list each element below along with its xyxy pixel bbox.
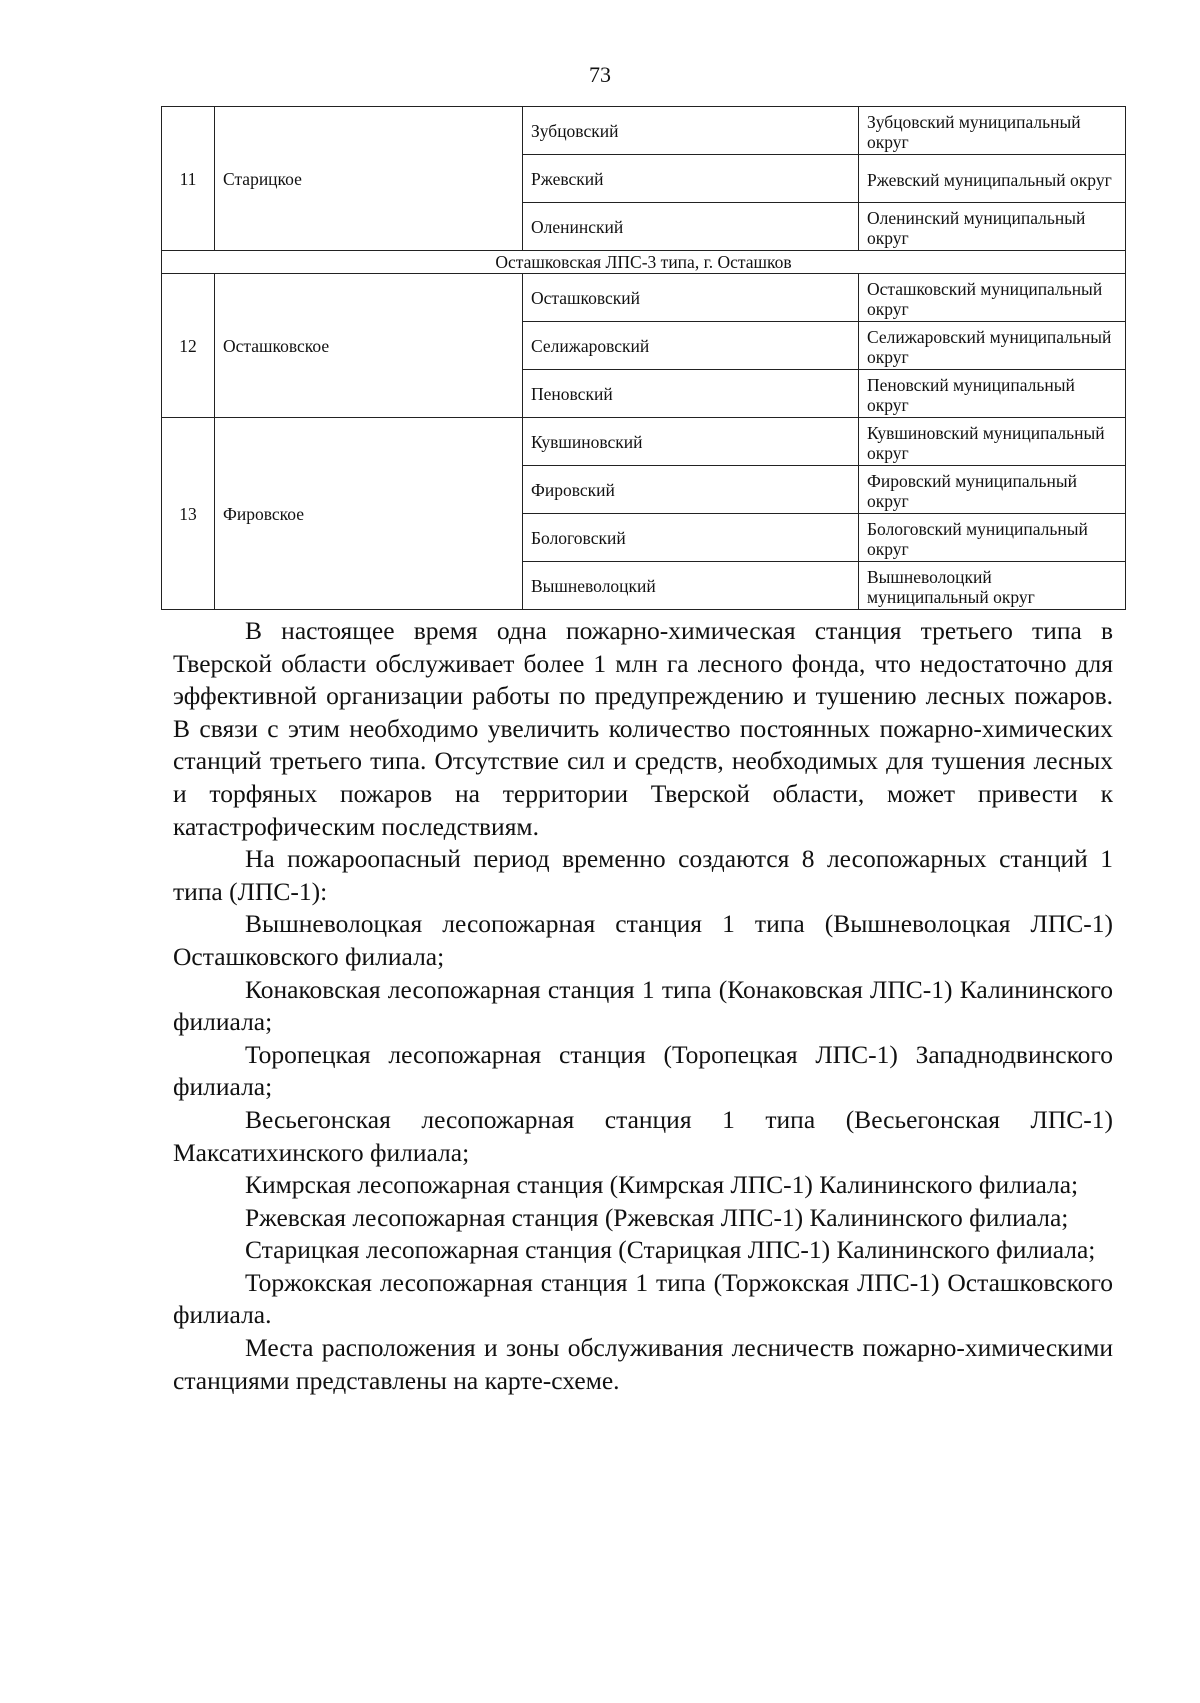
station-item: Весьегонская лесопожарная станция 1 типа (Весьегонская ЛПС-1) Максатихинского филиала; [173, 1104, 1113, 1167]
station-item: Старицкая лесопожарная станция (Старицкая ЛПС-1) Калининского филиала; [245, 1235, 1096, 1265]
district-cell: Кувшиновский [523, 418, 859, 466]
station-item: Кимрская лесопожарная станция (Кимрская ЛПС-1) Калининского филиала; [245, 1170, 1079, 1200]
service-area-cell: Ржевский муниципальный округ [859, 155, 1126, 203]
service-area-cell: Бологовский муниципальный округ [859, 514, 1126, 562]
district-cell: Ржевский [523, 155, 859, 203]
district-cell: Осташковский [523, 274, 859, 322]
district-cell: Вышневолоцкий [523, 562, 859, 610]
forestry-name-cell: Осташковское [215, 274, 523, 418]
service-area-cell: Фировский муниципальный округ [859, 466, 1126, 514]
district-cell: Бологовский [523, 514, 859, 562]
table-row [162, 418, 1126, 466]
forestry-number-cell: 12 [162, 274, 215, 418]
station-item: Ржевская лесопожарная станция (Ржевская ЛПС-1) Калининского филиала; [245, 1202, 1069, 1232]
table-row [162, 274, 1126, 322]
page-number: 73 [589, 62, 611, 87]
station-section-header: Осташковская ЛПС-3 типа, г. Осташков [162, 251, 1126, 274]
station-item: Торжокская лесопожарная станция 1 типа (Торжокская ЛПС-1) Осташковского филиала. [173, 1267, 1113, 1330]
forestry-number-cell: 13 [162, 418, 215, 610]
forestry-stations-table [161, 106, 1126, 610]
district-cell: Оленинский [523, 203, 859, 251]
forestry-number-cell: 11 [162, 107, 215, 251]
forestry-name-cell: Старицкое [215, 107, 523, 251]
district-cell: Пеновский [523, 370, 859, 418]
station-item: Конаковская лесопожарная станция 1 типа (Конаковская ЛПС-1) Калининского филиала; [173, 974, 1113, 1037]
paragraph-map-note: Места расположения и зоны обслуживания лесничеств пожарно-химическими станциями представлены на карте-схеме. [173, 1333, 1113, 1395]
service-area-cell: Селижаровский муниципальный округ [859, 322, 1126, 370]
service-area-cell: Пеновский муниципальный округ [859, 370, 1126, 418]
station-item: Вышневолоцкая лесопожарная станция 1 типа (Вышневолоцкая ЛПС-1) Осташковского филиала; [173, 909, 1113, 971]
paragraph-intro: В настоящее время одна пожарно-химическая станция третьего типа в Тверской области обслуживает более 1 млн га лесного фонда, что недостаточно для эффективной организации работы по предупреждению и тушению лесных пожаров. В связи с этим необходимо увеличить количество постоянных пожарно-химических станций третьего типа. Отсутствие сил и средств, необходимых для тушения лесных и торфяных пожаров на территории Тверской области, может привести к катастрофическим последствиям. [173, 616, 1113, 841]
service-area-cell: Вышневолоцкий муниципальный округ [859, 562, 1126, 610]
service-area-cell: Осташковский муниципальный округ [859, 274, 1126, 322]
paragraph-temporary-stations: На пожароопасный период временно создаются 8 лесопожарных станций 1 типа (ЛПС-1): [173, 844, 1113, 906]
service-area-cell: Оленинский муниципальный округ [859, 203, 1126, 251]
service-area-cell: Зубцовский муниципальный округ [859, 107, 1126, 155]
table-section-row [162, 251, 1126, 274]
district-cell: Селижаровский [523, 322, 859, 370]
service-area-cell: Кувшиновский муниципальный округ [859, 418, 1126, 466]
table-row [162, 107, 1126, 155]
body-text [173, 615, 1113, 1397]
district-cell: Фировский [523, 466, 859, 514]
forestry-name-cell: Фировское [215, 418, 523, 610]
district-cell: Зубцовский [523, 107, 859, 155]
station-item: Торопецкая лесопожарная станция (Торопецкая ЛПС-1) Западнодвинского филиала; [173, 1039, 1113, 1102]
